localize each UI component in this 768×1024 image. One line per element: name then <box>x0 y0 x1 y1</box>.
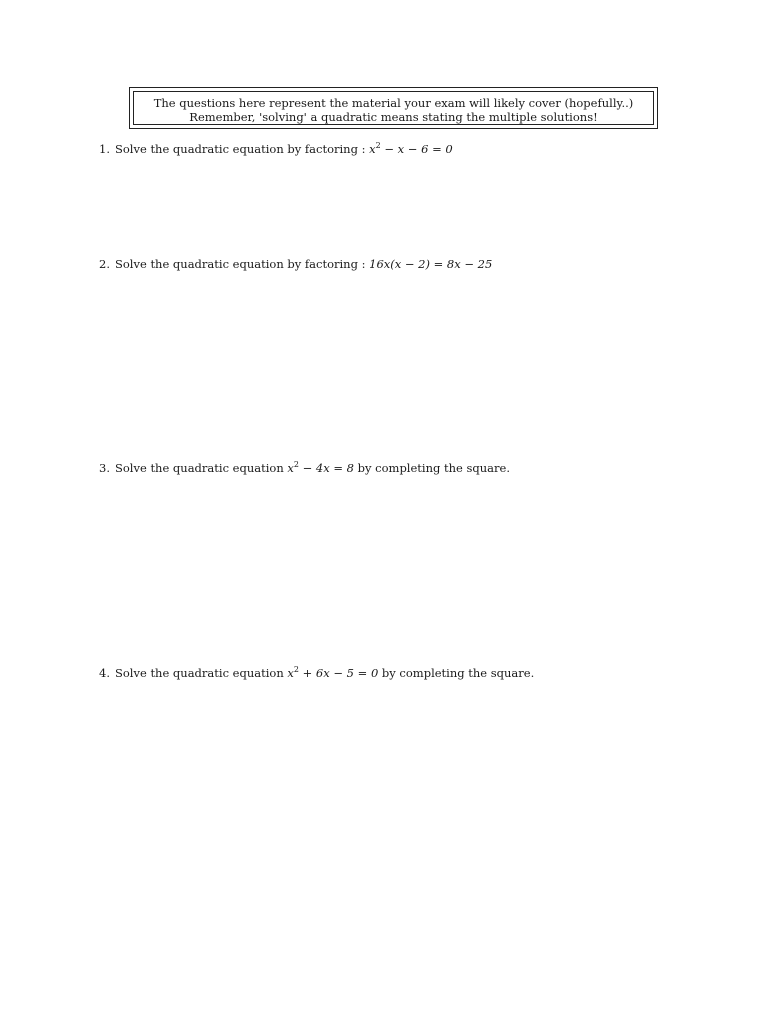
question-text: Solve the quadratic equation by factoring : <box>115 142 370 156</box>
question-number: 3. <box>99 461 110 475</box>
equation: $x^2 + 6x - 5 = 0$ <box>287 665 379 680</box>
equation: $x^2 - x - 6 = 0$ <box>369 141 453 156</box>
equation: $x^2 - 4x = 8$ <box>287 460 354 475</box>
notice-box <box>129 87 658 129</box>
question-text-after: by completing the square. <box>354 461 510 475</box>
question-3 <box>99 461 510 475</box>
question-number: 1. <box>99 142 110 156</box>
question-text-after: by completing the square. <box>378 666 535 680</box>
notice-line-2: Remember, 'solving' a quadratic means stating the multiple solutions! <box>189 110 598 124</box>
question-text: Solve the quadratic equation by factoring : <box>115 257 370 271</box>
equation: 16x(x − 2) = 8x − 25 <box>369 257 493 271</box>
question-4 <box>99 666 534 680</box>
question-text: Solve the quadratic equation <box>115 461 288 475</box>
notice-line-1: The questions here represent the material your exam will likely cover (hopefully..) <box>153 96 634 110</box>
question-2 <box>99 257 492 271</box>
question-text: Solve the quadratic equation <box>115 666 288 680</box>
question-1 <box>99 142 453 156</box>
notice-box-inner <box>133 91 654 125</box>
question-number: 4. <box>99 666 110 680</box>
question-number: 2. <box>99 257 110 271</box>
